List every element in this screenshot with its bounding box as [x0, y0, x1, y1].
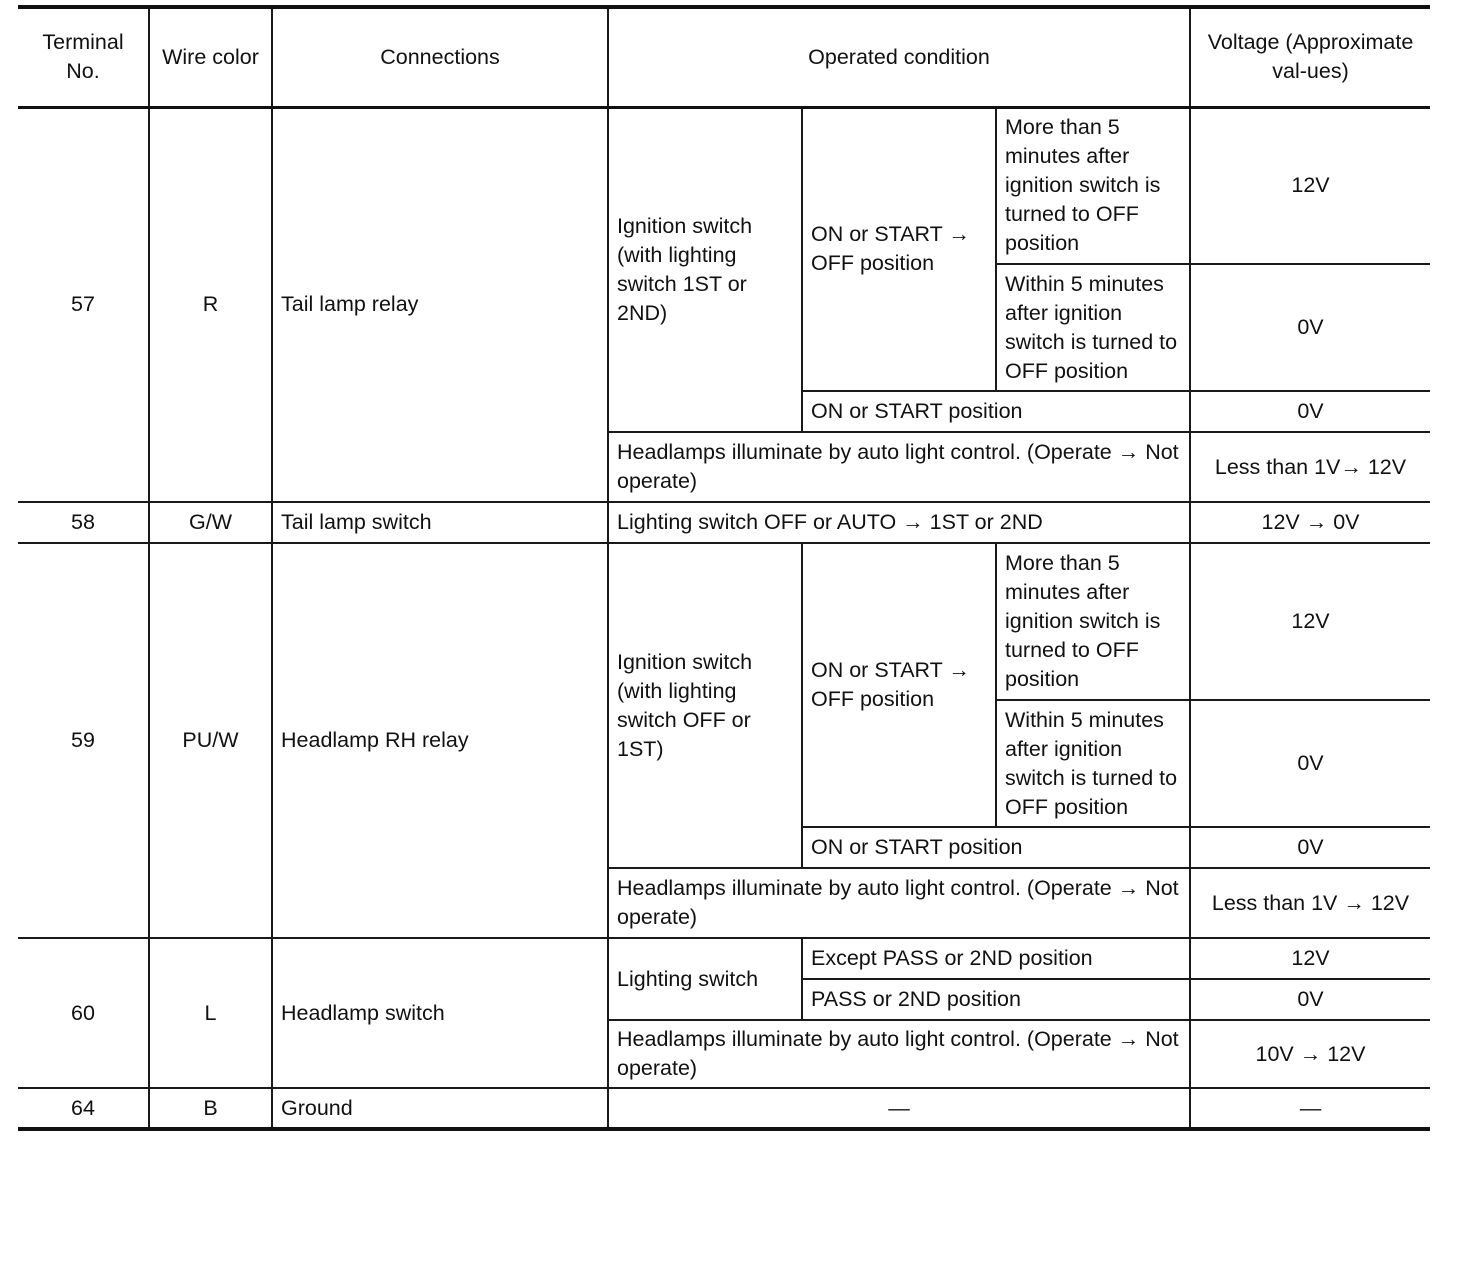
header-row: [18, 7, 1430, 107]
voltage-value: 12V: [1190, 938, 1430, 979]
terminal-number: 64: [18, 1088, 149, 1129]
header-wire-color: Wire color: [149, 7, 272, 107]
voltage-value: Less than 1V→ 12V: [1190, 432, 1430, 502]
condition-lighting-switch: Lighting switch OFF or AUTO → 1ST or 2ND: [608, 502, 1190, 543]
voltage-value: 10V → 12V: [1190, 1020, 1430, 1088]
wire-color: G/W: [149, 502, 272, 543]
connection-name: Headlamp RH relay: [272, 543, 608, 938]
terminal-number: 60: [18, 938, 149, 1088]
table-row: [18, 1088, 1430, 1129]
connection-name: Tail lamp switch: [272, 502, 608, 543]
condition-lighting-switch: Lighting switch: [608, 938, 802, 1020]
table-row: [18, 938, 1430, 979]
condition-none-dash: —: [608, 1088, 1190, 1129]
condition-on-start-position: ON or START position: [802, 391, 1190, 432]
terminal-number: 58: [18, 502, 149, 543]
condition-more-than-5-min: More than 5 minutes after ignition switch is turned to OFF position: [996, 543, 1190, 700]
voltage-value: 0V: [1190, 391, 1430, 432]
table-row: [18, 543, 1430, 700]
terminal-table-frame: [18, 5, 1430, 1131]
condition-except-pass-2nd: Except PASS or 2ND position: [802, 938, 1190, 979]
table-row: [18, 107, 1430, 264]
wire-color: L: [149, 938, 272, 1088]
condition-within-5-min: Within 5 minutes after ignition switch is turned to OFF position: [996, 700, 1190, 827]
condition-on-start-to-off: ON or START → OFF position: [802, 107, 996, 391]
voltage-value: 0V: [1190, 827, 1430, 868]
header-voltage: Voltage (Approximate val-ues): [1190, 7, 1430, 107]
voltage-value: 0V: [1190, 979, 1430, 1020]
condition-on-start-position: ON or START position: [802, 827, 1190, 868]
condition-auto-light-control: Headlamps illuminate by auto light control. (Operate → Not operate): [608, 1020, 1190, 1088]
condition-pass-2nd: PASS or 2ND position: [802, 979, 1190, 1020]
voltage-value: 0V: [1190, 264, 1430, 391]
terminal-number: 57: [18, 107, 149, 502]
condition-on-start-to-off: ON or START → OFF position: [802, 543, 996, 827]
voltage-value: 0V: [1190, 700, 1430, 827]
terminal-number: 59: [18, 543, 149, 938]
terminal-voltage-table: [18, 5, 1430, 1131]
table-row: [18, 502, 1430, 543]
header-connections: Connections: [272, 7, 608, 107]
condition-ignition-switch: Ignition switch (with lighting switch 1ST or 2ND): [608, 107, 802, 432]
voltage-value: 12V → 0V: [1190, 502, 1430, 543]
wire-color: B: [149, 1088, 272, 1129]
condition-auto-light-control: Headlamps illuminate by auto light control. (Operate → Not operate): [608, 432, 1190, 502]
header-terminal-no: Terminal No.: [18, 7, 149, 107]
condition-auto-light-control: Headlamps illuminate by auto light control. (Operate → Not operate): [608, 868, 1190, 938]
condition-ignition-switch: Ignition switch (with lighting switch OFF or 1ST): [608, 543, 802, 868]
wire-color: R: [149, 107, 272, 502]
connection-name: Tail lamp relay: [272, 107, 608, 502]
voltage-value: Less than 1V → 12V: [1190, 868, 1430, 938]
voltage-value: 12V: [1190, 543, 1430, 700]
wire-color: PU/W: [149, 543, 272, 938]
voltage-none-dash: —: [1190, 1088, 1430, 1129]
connection-name: Headlamp switch: [272, 938, 608, 1088]
condition-within-5-min: Within 5 minutes after ignition switch is turned to OFF position: [996, 264, 1190, 391]
voltage-value: 12V: [1190, 107, 1430, 264]
connection-name: Ground: [272, 1088, 608, 1129]
condition-more-than-5-min: More than 5 minutes after ignition switch is turned to OFF position: [996, 107, 1190, 264]
header-operated-condition: Operated condition: [608, 7, 1190, 107]
